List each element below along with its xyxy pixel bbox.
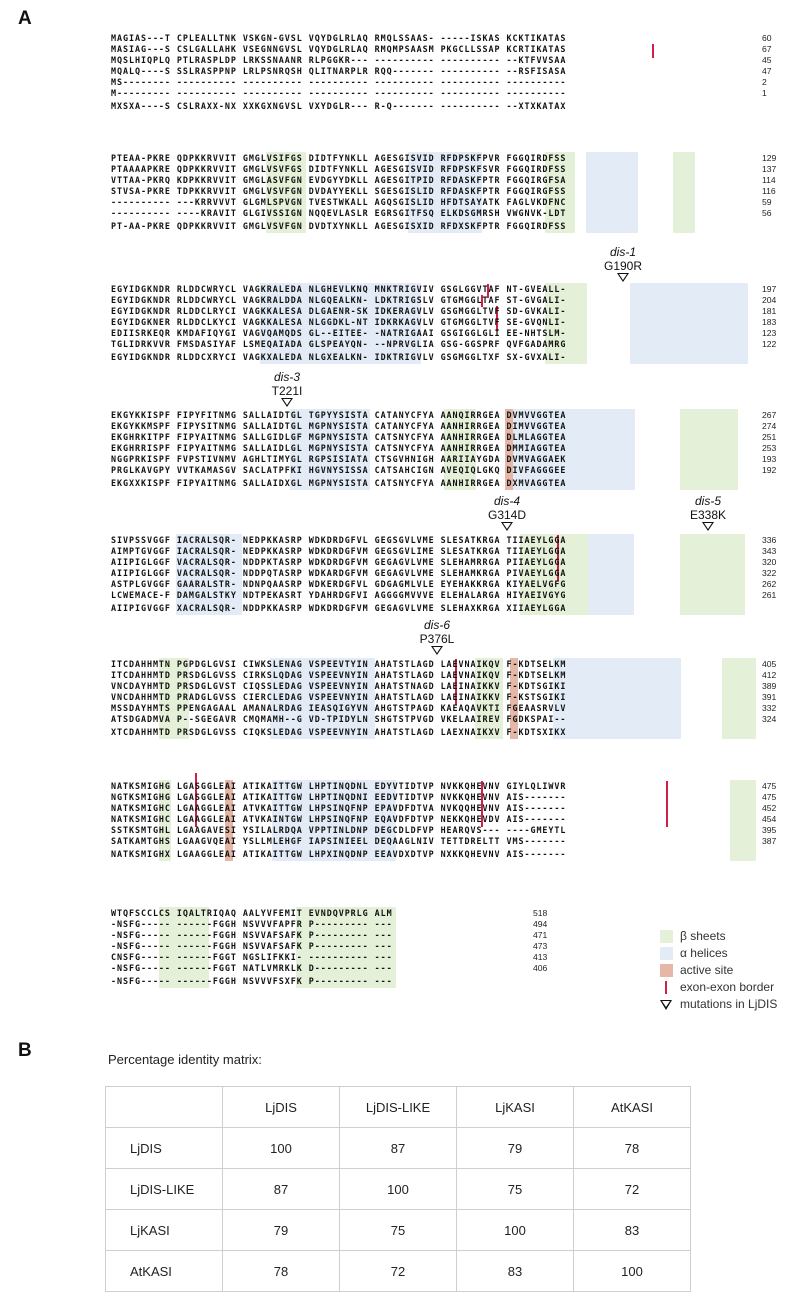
residue-count: 406: [533, 963, 548, 973]
sequence-residues: MASIAG---S CSLGALLAHK VSEGNNGVSL VQYDGLRLAQ RMQMPSAASM PKGCLLSSAP KCRTIKATAS: [111, 44, 567, 54]
residue-count: 67: [762, 44, 772, 54]
beta-sheet-region: [722, 658, 756, 739]
row-header: LjDIS-LIKE: [106, 1169, 223, 1210]
residue-count: 343: [762, 546, 777, 556]
sequence-residues: NATKSMIGHG LGASGGLEAI ATIKAITTGW LHPTINQDNL EDYVTIDTVP NVKKQHEVNV GIYLQLIWVR: [111, 781, 567, 791]
identity-cell: 100: [574, 1251, 691, 1292]
residue-count: 47: [762, 66, 772, 76]
residue-count: 123: [762, 328, 777, 338]
sequence-residues: PT-AA-PKRE QDPKKRVVIT GMGLVSVFGN DVDTXYNKLL AGESGISXID RFDXSKFPTR FGGQIRDFSS: [111, 221, 567, 231]
sequence-residues: VTTAA-PKRQ KDPKKRVVIT GMGLASVFGN EVDGYYDKLL AGESGITPID RFDASKFPTR FGGQIRGFSA: [111, 175, 567, 185]
legend-label: exon-exon border: [680, 980, 775, 994]
legend-label: β sheets: [680, 929, 726, 943]
exon-border-marker: [652, 44, 654, 58]
mutation-triangle-icon: [281, 398, 293, 407]
residue-count: 116: [762, 186, 776, 196]
alignment-block-4: [0, 410, 797, 490]
sequence-residues: NATKSMIGHX LGAAGGLEAI ATIKAITTGW LHPXINQDNP EEAVDXDTVP NXKKQHEVNV AIS-------: [111, 849, 567, 859]
sequence-residues: SATKAMTGHS LGAAGVQEAI YSLLMLEHGF IAPSINIEEL DEQAAGLNIV TETTDRELTT VMS-------: [111, 836, 567, 846]
sequence-residues: -NSFG----- ------FGGH NSVVAFSAFK P--------- ---: [111, 941, 393, 951]
legend-item-beta-sheets: [660, 928, 777, 945]
residue-count: 137: [762, 164, 777, 174]
beta-sheet-region: [730, 780, 756, 861]
alignment-block-5: [0, 535, 797, 615]
sequence-residues: WTQFSCCLCS IQALTRIQAQ AALYVFEMIT EVNDQVPRLG ALM: [111, 908, 393, 918]
alpha-helix-region: [553, 658, 681, 739]
alignment-block-6: [0, 659, 797, 739]
identity-cell: 79: [223, 1210, 340, 1251]
residue-count: 262: [762, 579, 777, 589]
mutation-name: dis-1: [609, 245, 636, 259]
identity-cell: 75: [340, 1210, 457, 1251]
sequence-residues: EKGHRRISPF FIPYAITNMG SALLAIDLGL MGPNYSISTA CATSNYCFYA AANHIRRGEA DMMIAGGTEA: [111, 443, 567, 453]
identity-cell: 72: [574, 1169, 691, 1210]
residue-count: 193: [762, 454, 777, 464]
mutation-code: T221I: [271, 384, 303, 398]
beta-sheet-region: [680, 409, 738, 490]
sequence-residues: PTAAAAPKRE QDPKKRVVIT GMGLVSVFGS DIDTFYNKLL AGESGISVID RFDPSKFSVR FGGQIRDFSS: [111, 164, 567, 174]
beta-sheet-region: [680, 534, 745, 615]
sequence-residues: EDIISRKEQR KMDAFIQYGI VAGVQAMQDS GL--EITEE- -NATRIGAAI GSGIGGLGLI EE-NHTSLM-: [111, 328, 567, 338]
residue-count: 320: [762, 557, 777, 567]
row-header: LjDIS: [106, 1128, 223, 1169]
legend-label: α helices: [680, 946, 728, 960]
residue-count: 452: [762, 803, 777, 813]
identity-matrix-title: Percentage identity matrix:: [108, 1052, 262, 1067]
table-row: [106, 1169, 691, 1210]
sequence-residues: ASTPLGVGGF GAARALSTR- NDNPQAASRP WDKERDGFVL GDGAGMLVLE EYEHAKKRGA KIYAELVGFG: [111, 579, 567, 589]
residue-count: 322: [762, 568, 777, 578]
sequence-residues: EGYIDGKNDR RLDDCWRYCL VAGKRALEDA NLGHEVLKNQ MNKTRIGVIV GSGLGGVTAF NT-GVEALL-: [111, 284, 567, 294]
sequence-residues: AIIPIGVGGF XACRALSQR- NDDPKKASRP WDKDRDGFVM GEGAGVLVME SLEHAXKRGA XIIAEYLGGA: [111, 603, 567, 613]
sequence-residues: EKGXXKISPF FIPYAITNMG SALLAIDXGL MGPNYSISTA CATSNYCFYA AANHIRRGEA DXMVAGGTEA: [111, 478, 567, 488]
sequence-residues: PTEAA-PKRE QDPKKRVVIT GMGLVSIFGS DIDTFYNKLL AGESGISVID RFDPSKFPVR FGGQIRDFSS: [111, 153, 567, 163]
legend-label: active site: [680, 963, 734, 977]
residue-count: 454: [762, 814, 777, 824]
sequence-residues: ITCDAHHMTD PRSDGLGVSS CIRKSLQDAG VSPEEVNYIN AHATSTLAGD LAEVNAIKQV F-KDTSELKM: [111, 670, 567, 680]
sequence-residues: EKGYKKISPF FIPYFITNMG SALLAIDTGL TGPYYSISTA CATANYCFYA AANQIRRGEA DVMVVGGTEA: [111, 410, 567, 420]
sequence-residues: AIMPTGVGGF IACRALSQR- NEDPKKASRP WDKDRDGFVM GEGSGVLIME SLESATKRGA TIIAEYLGGA: [111, 546, 567, 556]
residue-count: 274: [762, 421, 777, 431]
alpha-helix-region: [588, 534, 634, 615]
mutation-marker-dis-4: [477, 494, 537, 531]
residue-count: 181: [762, 306, 777, 316]
residue-count: 60: [762, 33, 772, 43]
sequence-residues: NGTKSMIGHG LGASGGLEAI ATIKAITTGW LHPTINQDNI EEDVTIDTVP NVKKQHEVNV AIS-------: [111, 792, 567, 802]
residue-count: 129: [762, 153, 777, 163]
alignment-block-7: [0, 781, 797, 861]
sequence-residues: MQALQ----S SSLRASPPNP LRLPSNRQSH QLITNARPLR RQQ------- ---------- --RSFISASA: [111, 66, 567, 76]
residue-count: 251: [762, 432, 777, 442]
sequence-residues: EKGHRKITPF FIPYAITNMG SALLGIDLGF MGPNYSISTA CATSNYCFYA AANHIRRGEA DLMLAGGTEA: [111, 432, 567, 442]
mutation-triangle-icon: [617, 273, 629, 282]
mutation-marker-dis-3: [257, 370, 317, 407]
residue-count: 2: [762, 77, 767, 87]
row-header: LjKASI: [106, 1210, 223, 1251]
mutation-marker-dis-5: [678, 494, 738, 531]
residue-count: 122: [762, 339, 777, 349]
table-row: [106, 1251, 691, 1292]
identity-cell: 87: [340, 1128, 457, 1169]
alignment-legend: [660, 928, 777, 1013]
residue-count: 267: [762, 410, 777, 420]
mutation-code: G314D: [487, 508, 527, 522]
legend-item-active-site: [660, 962, 777, 979]
residue-count: 45: [762, 55, 772, 65]
identity-cell: 100: [223, 1128, 340, 1169]
sequence-residues: MS-------- ---------- ---------- ---------- ---------- ---------- ----------: [111, 77, 567, 87]
residue-count: 494: [533, 919, 548, 929]
sequence-residues: ITCDAHHMTN PGPDGLGVSI CIWKSLENAG VSPEEVTYIN AHATSTLAGD LAEVNAIKQV F-KDTSELKM: [111, 659, 567, 669]
alignment-block-1: [0, 33, 797, 113]
mutation-marker-dis-1: [593, 245, 653, 282]
alpha-helix-region: [586, 152, 638, 233]
sequence-residues: EGYIDGKNER RLDDCLKYCI VAGKKALESA NLGGDKL-NT IDKRKAGVLV GTGMGGLTVF SE-GVQNLI-: [111, 317, 567, 327]
sequence-residues: M--------- ---------- ---------- ---------- ---------- ---------- ----------: [111, 88, 567, 98]
sequence-residues: AIIPIGLGGF VACRALSQR- NDDPKTASRP WDKDRDGFVM GEGAGVLVME SLEHAMRRGA PIIAEYLGGA: [111, 557, 567, 567]
residue-count: 391: [762, 692, 777, 702]
alpha-helix-swatch-icon: [660, 947, 673, 960]
sequence-residues: MQSLHIQPLQ PTLRASPLDP LRKSSNAANR RLPGGKR--- ---------- ---------- --KTFVVSAA: [111, 55, 567, 65]
residue-count: 405: [762, 659, 777, 669]
sequence-residues: ATSDGADMVA P--SGEGAVR CMQMAMH--G VD-TPIDYLN SHGTSTPVGD VKELAAIREV FGDKSPAI--: [111, 714, 567, 724]
sequence-residues: VNCDAHHMTD PRADGLGVSS CIERCLEDAG VSPEEVNYIN AHATSTLAGD LAEINAIKKV F-KSTSGIKI: [111, 692, 567, 702]
column-header: LjDIS-LIKE: [340, 1087, 457, 1128]
sequence-residues: MAGIAS---T CPLEALLTNK VSKGN-GVSL VQYDGLRLAQ RMQLSSAAS- -----ISKAS KCKTIKATAS: [111, 33, 567, 43]
alpha-helix-region: [630, 283, 748, 364]
mutation-name: dis-6: [423, 618, 450, 632]
mutation-name: dis-4: [493, 494, 520, 508]
legend-item-alpha-helices: [660, 945, 777, 962]
sequence-residues: -NSFG----- ------FGGT NATLVMRKLK D--------- ---: [111, 963, 393, 973]
sequence-residues: -NSFG----- ------FGGH NSVVAFSAFK P--------- ---: [111, 930, 393, 940]
column-header: AtKASI: [574, 1087, 691, 1128]
sequence-residues: VNCDAYHMTD PRSDGLGVST CIQSSLEDAG VSPEEVNYIN AHATSTNAGD LAEINAIKKV F-KDTSGIKI: [111, 681, 567, 691]
sequence-residues: NATKSMIGHC LGAAGGLEAI ATVKAINTGW LHPSINQFNP EQAVDFDTVP NEKKQHEVDV AIS-------: [111, 814, 567, 824]
identity-cell: 72: [340, 1251, 457, 1292]
residue-count: 1: [762, 88, 767, 98]
table-row: [106, 1128, 691, 1169]
residue-count: 412: [762, 670, 777, 680]
sequence-residues: PRGLKAVGPY VVTKAMASGV SACLATPFKI HGVNYSISSA CATSAHCIGN AVEQIQLGKQ DIVFAGGGEE: [111, 465, 567, 475]
mutation-code: E338K: [689, 508, 727, 522]
alignment-block-3: [0, 284, 797, 364]
residue-count: 197: [762, 284, 777, 294]
sequence-residues: XTCDAHHMTD PRSDGLGVSS CIQKSLEDAG VSPEEVNYIN AHATSTLAGD LAEXNAIKXV F-KDTSXIKX: [111, 727, 567, 737]
residue-count: 114: [762, 175, 776, 185]
exon-border-marker: [666, 781, 668, 827]
residue-count: 183: [762, 317, 777, 327]
residue-count: 389: [762, 681, 777, 691]
sequence-residues: EGYIDGKNDR RLDDCXRYCI VAGKXALEDA NLGXEALKN- IDKTRIGVLV GSGMGGLTXF SX-GVXALI-: [111, 352, 567, 362]
identity-cell: 79: [457, 1128, 574, 1169]
row-header: AtKASI: [106, 1251, 223, 1292]
residue-count: 192: [762, 465, 777, 475]
identity-cell: 83: [574, 1210, 691, 1251]
residue-count: 413: [533, 952, 548, 962]
mutation-triangle-icon: [702, 522, 714, 531]
residue-count: 204: [762, 295, 777, 305]
residue-count: 56: [762, 208, 772, 218]
sequence-residues: LCWEMACE-F DAMGALSTKY NDTPEKASRT YDAHRDGFVI AGGGGMVVVE ELEHALARGA HIYAEIVGYG: [111, 590, 567, 600]
sequence-residues: SIVPSSVGGF IACRALSQR- NEDPKKASRP WDKDRDGFVL GEGSGVLVME SLESATKRGA TIIAEYLGGA: [111, 535, 567, 545]
residue-count: 475: [762, 792, 777, 802]
residue-count: 387: [762, 836, 777, 846]
sequence-residues: EGYIDGKNDR RLDDCWRYCL VAGKRALDDA NLGQEALKN- LDKTRIGSLV GTGMGGLTAF ST-GVGALI-: [111, 295, 567, 305]
table-row: [106, 1210, 691, 1251]
beta-sheet-swatch-icon: [660, 930, 673, 943]
legend-label: mutations in LjDIS: [680, 997, 778, 1011]
legend-item-exon-border: [660, 979, 777, 996]
sequence-residues: -NSFG----- ------FGGH NSVVVFSXFK P--------- ---: [111, 976, 393, 986]
residue-count: 261: [762, 590, 777, 600]
sequence-residues: NATKSMIGHC LGAAGGLEAI ATVKAITTGW LHPSINQFNP EPAVDFDTVA NVKQQHEVNV AIS-------: [111, 803, 567, 813]
sequence-residues: SSTKSMTGHL LGAAGAVESI YSILALRDQA VPPTINLDNP DEGCDLDFVP HEARQVS--- ----GMEYTL: [111, 825, 567, 835]
sequence-residues: STVSA-PKRE TDPKKRVVIT GMGLVSVFGN DVDAYYEKLL SGESGISLID RFDASKFPTR FGGQIRGFSS: [111, 186, 567, 196]
active-site-swatch-icon: [660, 964, 673, 977]
mutation-triangle-icon: [431, 646, 443, 655]
sequence-residues: AIIPIGLGGF VACRALSQR- NDDPQTASRP WDKARDGFVM GEGAGVLVME SLEHAMKRGA PIVAEYLGGA: [111, 568, 567, 578]
residue-count: 518: [533, 908, 548, 918]
residue-count: 332: [762, 703, 777, 713]
sequence-residues: MSSDAYHMTS PPENGAGAAL AMANALRDAG IEASQIGYVN AHGTSTPAGD KAEAQAVKTI FGEAASRVLV: [111, 703, 567, 713]
sequence-residues: EKGYKKMSPF FIPYSITNMG SALLAIDTGL MGPNYSISTA CATANYCFYA AANHIRRGEA DIMVVGGTEA: [111, 421, 567, 431]
panel-a-label: A: [18, 8, 32, 29]
sequence-residues: TGLIDRKVVR FMSDASIYAF LSMEQAIADA GLSPEAYQN- --NPRVGLIA GSG-GGSPRF QVFGADAMRG: [111, 339, 567, 349]
identity-cell: 78: [223, 1251, 340, 1292]
residue-count: 253: [762, 443, 777, 453]
beta-sheet-region: [673, 152, 695, 233]
residue-count: 395: [762, 825, 777, 835]
identity-cell: 83: [457, 1251, 574, 1292]
identity-cell: 75: [457, 1169, 574, 1210]
mutation-code: P376L: [419, 632, 455, 646]
exon-border-line-icon: [665, 981, 667, 994]
legend-item-mutations: [660, 996, 777, 1013]
mutation-marker-dis-6: [407, 618, 467, 655]
residue-count: 473: [533, 941, 548, 951]
column-header: LjDIS: [223, 1087, 340, 1128]
panel-b-label: B: [18, 1040, 32, 1061]
alignment-block-2: [0, 153, 797, 233]
sequence-residues: CNSFG----- ------FGGT NGSLIFKKI- ---------- ---: [111, 952, 393, 962]
sequence-residues: -NSFG----- ------FGGH NSVVVFAPFR P--------- ---: [111, 919, 393, 929]
residue-count: 59: [762, 197, 772, 207]
sequence-residues: EGYIDGKNDR RLDDCLRYCI VAGKKALESA DLGAENR-SK IDKERAGVLV GSGMGGLTVF SD-GVKALI-: [111, 306, 567, 316]
identity-cell: 78: [574, 1128, 691, 1169]
mutation-code: G190R: [603, 259, 643, 273]
sequence-residues: NGGPRKISPF FVPSTIVNMV AGHLTIMYGL RGPSISIATA CTSGVHNIGH AARIIAYGDA DVMVAGGAEK: [111, 454, 567, 464]
mutation-triangle-icon: [501, 522, 513, 531]
identity-matrix-table: [105, 1086, 691, 1292]
mutation-triangle-icon: [660, 1000, 672, 1010]
mutation-name: dis-5: [694, 494, 721, 508]
residue-count: 324: [762, 714, 777, 724]
residue-count: 475: [762, 781, 777, 791]
table-header-row: [106, 1087, 691, 1128]
table-corner-cell: [106, 1087, 223, 1128]
sequence-residues: ---------- ----KRAVIT GLGIVSSIGN NQQEVLASLR EGRSGITFSQ ELKDSGMRSH VWGNVK-LDT: [111, 208, 567, 218]
column-header: LjKASI: [457, 1087, 574, 1128]
identity-cell: 100: [457, 1210, 574, 1251]
residue-count: 336: [762, 535, 777, 545]
mutation-name: dis-3: [273, 370, 300, 384]
sequence-residues: ---------- ---KRRVVVT GLGMLSPVGN TVESTWKALL AGQSGISLID HFDTSAYATK FAGLVKDFNC: [111, 197, 567, 207]
residue-count: 471: [533, 930, 548, 940]
identity-cell: 100: [340, 1169, 457, 1210]
sequence-residues: MXSXA----S CSLRAXX-NX XXKGXNGVSL VXYDGLR--- R-Q------- ---------- --XTXKATAX: [111, 101, 567, 111]
identity-cell: 87: [223, 1169, 340, 1210]
